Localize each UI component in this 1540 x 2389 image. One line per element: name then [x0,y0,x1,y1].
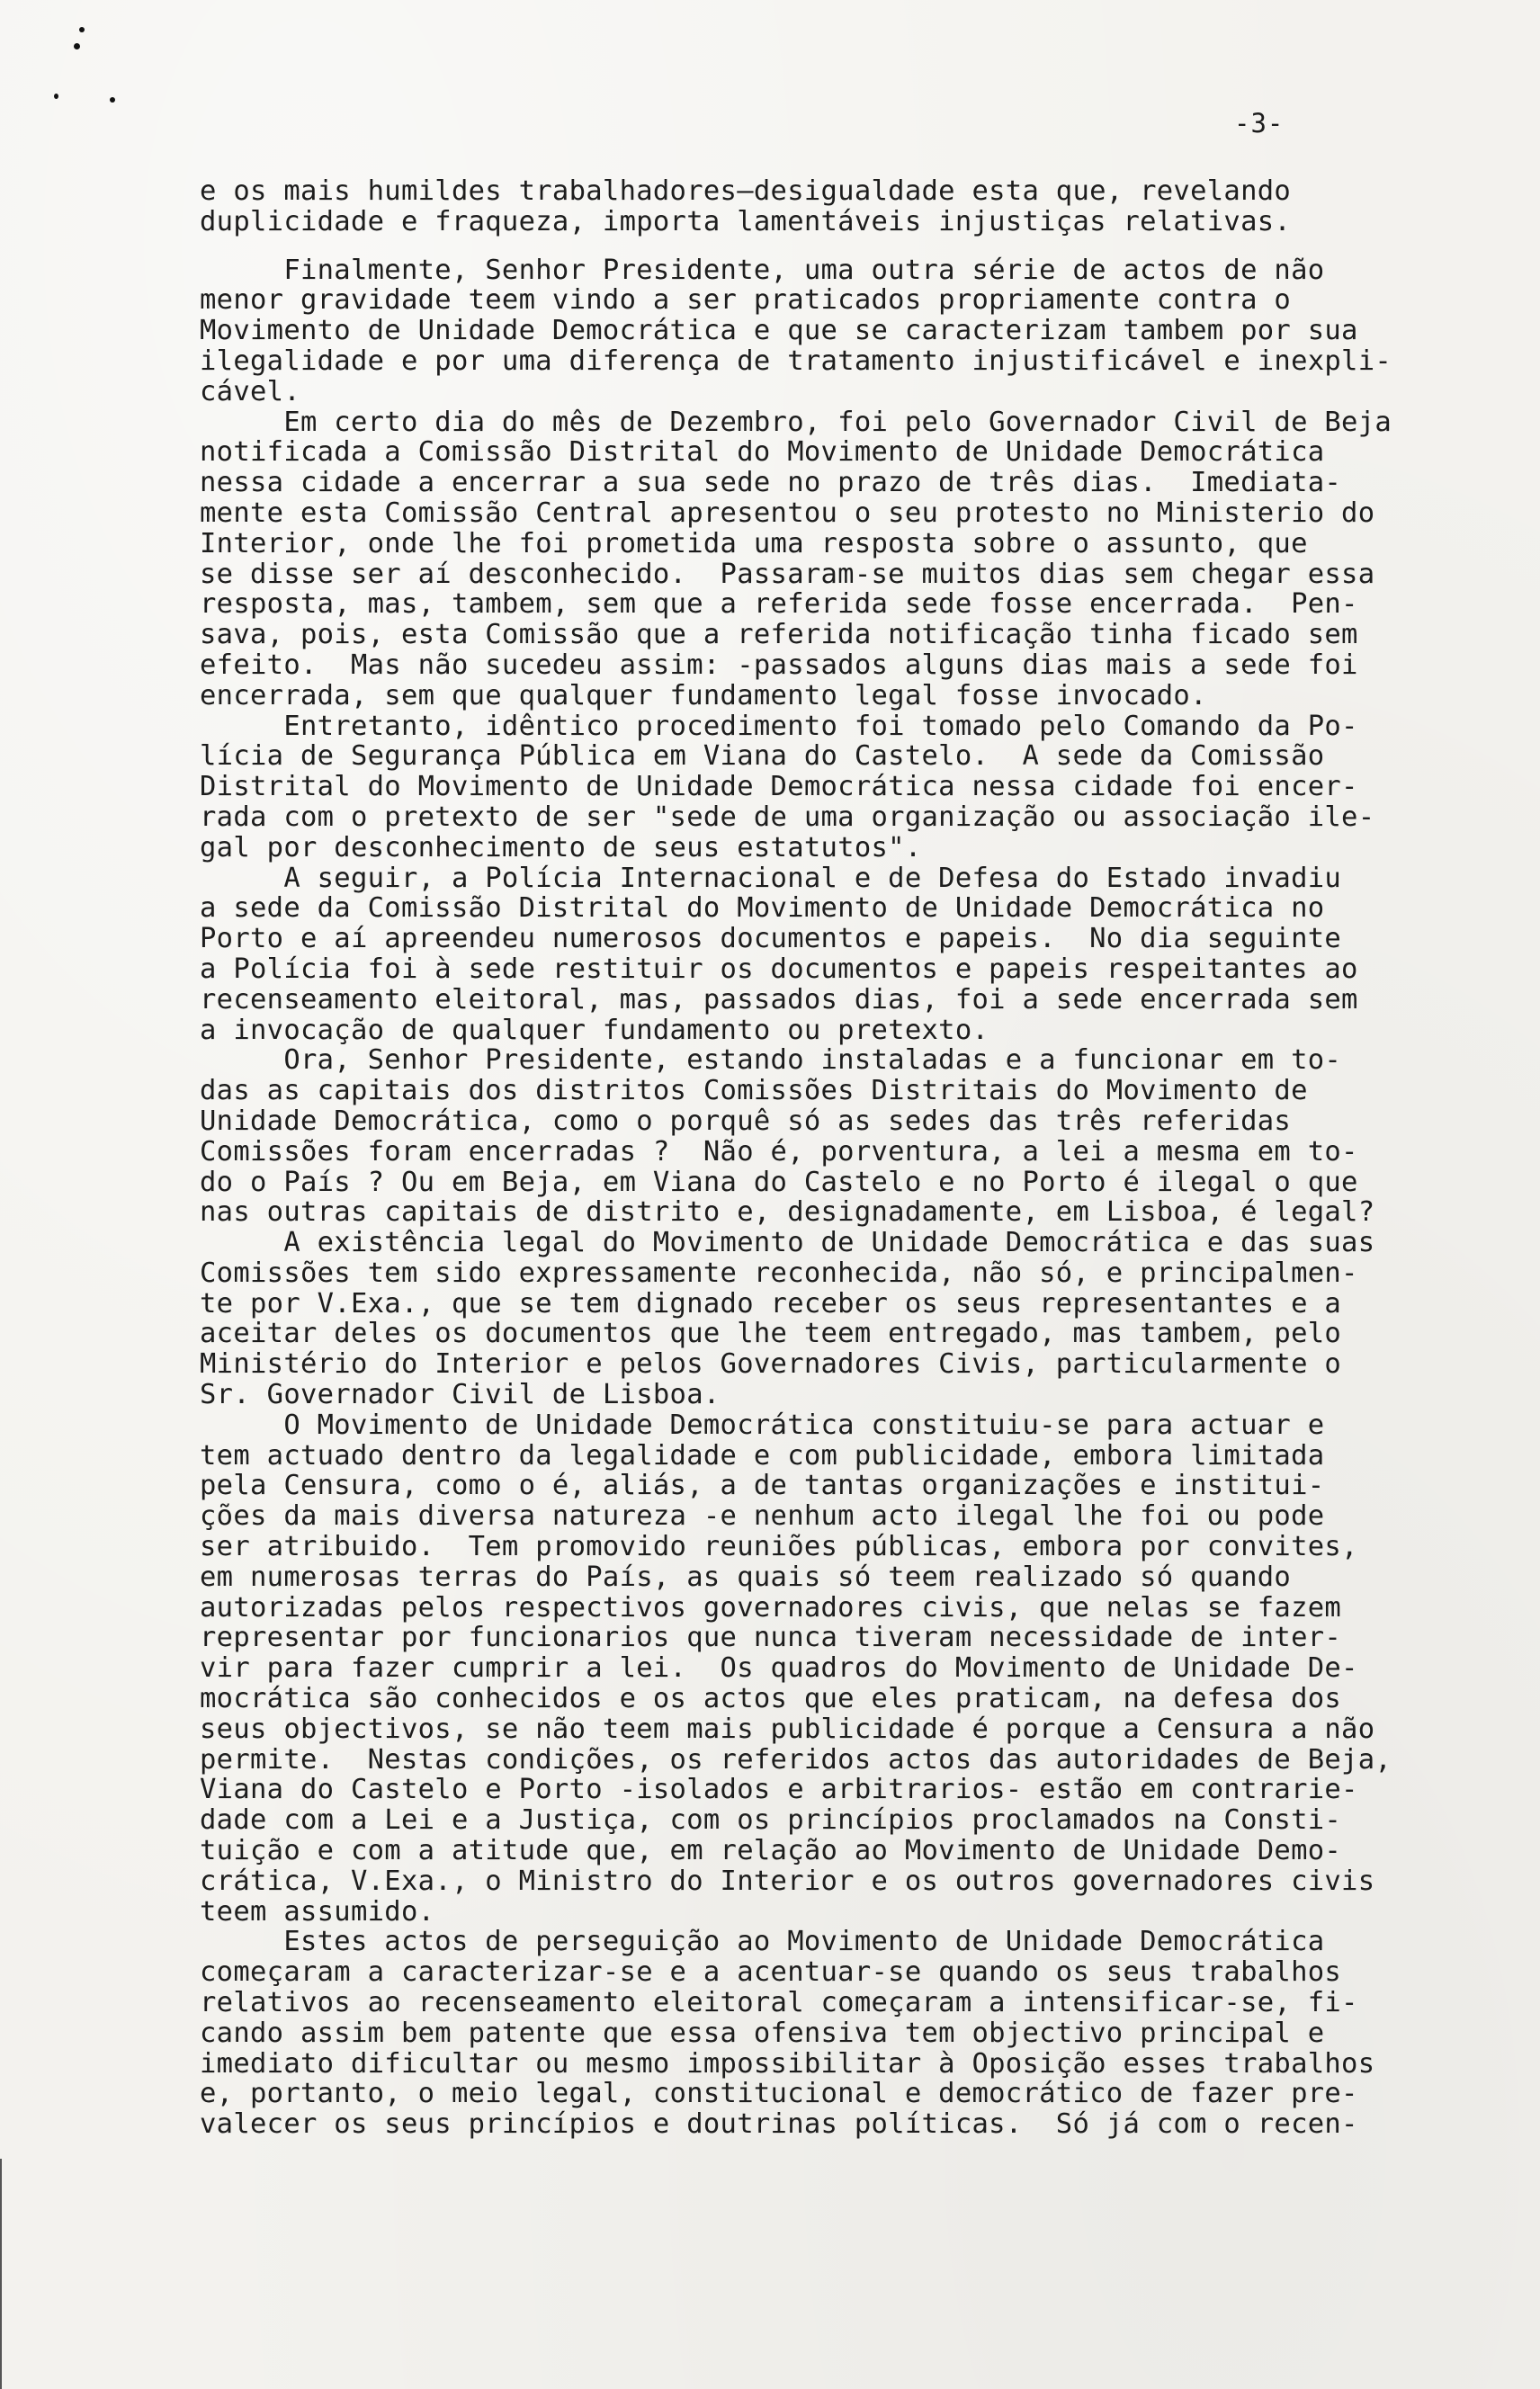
text-line: Finalmente, Senhor Presidente, uma outra série de actos de não [200,254,1325,286]
text-line: resposta, mas, tambem, sem que a referida sede fosse encerrada. Pen- [200,588,1358,621]
text-line: a Polícia foi à sede restituir os documentos e papeis respeitantes ao [200,953,1358,985]
paragraph [200,176,1477,237]
text-line: Comissões foram encerradas ? Não é, porventura, a lei a mesma em to- [200,1135,1358,1168]
paragraph-gap [200,237,1477,255]
text-line: encerrada, sem que qualquer fundamento legal fosse invocado. [200,679,1207,711]
ink-speck [74,43,80,49]
text-line: te por V.Exa., que se tem dignado receber os seus representantes e a [200,1287,1342,1320]
text-line: a invocação de qualquer fundamento ou pretexto. [200,1014,989,1046]
text-line: pela Censura, como o é, aliás, a de tantas organizações e institui- [200,1470,1325,1502]
text-line: Interior, onde lhe foi prometida uma resposta sobre o assunto, que [200,527,1308,559]
text-line: imediato dificultar ou mesmo impossibilitar à Oposição esses trabalhos [200,2047,1375,2080]
text-line: e os mais humildes trabalhadores—desigualdade esta que, revelando [200,175,1292,207]
text-line: mente esta Comissão Central apresentou o seu protesto no Ministerio do [200,497,1375,529]
text-line: seus objectivos, se não teem mais publicidade é porque a Censura a não [200,1713,1375,1745]
text-line: ilegalidade e por uma diferença de tratamento injustificável e inexpli- [200,344,1392,377]
paragraph [200,711,1477,863]
text-line: nessa cidade a encerrar a sua sede no prazo de três dias. Imediata- [200,467,1342,499]
text-line: menor gravidade teem vindo a ser praticados propriamente contra o [200,284,1292,317]
paragraph [200,1228,1477,1410]
text-line: tem actuado dentro da legalidade e com publicidade, embora limitada [200,1439,1325,1472]
text-line: efeito. Mas não sucedeu assim: -passados alguns dias mais a sede foi [200,649,1358,681]
text-line: Viana do Castelo e Porto -isolados e arbitrarios- estão em contrarie- [200,1774,1358,1806]
text-line: sava, pois, esta Comissão que a referida notificação tinha ficado sem [200,619,1358,651]
text-line: das as capitais dos distritos Comissões Distritais do Movimento de [200,1075,1308,1107]
text-line: rada com o pretexto de ser "sede de uma organização ou associação ile- [200,801,1375,833]
text-line: duplicidade e fraqueza, importa lamentáveis injustiças relativas. [200,205,1292,237]
text-line: cável. [200,375,300,407]
text-line: Sr. Governador Civil de Lisboa. [200,1379,721,1411]
text-line: ções da mais diversa natureza -e nenhum acto ilegal lhe foi ou pode [200,1500,1325,1533]
text-line: Ora, Senhor Presidente, estando instaladas e a funcionar em to- [200,1044,1342,1077]
paragraph [200,255,1477,407]
text-line: dade com a Lei e a Justiça, com os princípios proclamados na Consti- [200,1804,1342,1837]
text-line: do o País ? Ou em Beja, em Viana do Castelo e no Porto é ilegal o que [200,1166,1358,1198]
paragraph [200,863,1477,1046]
text-line: se disse ser aí desconhecido. Passaram-se muitos dias sem chegar essa [200,558,1375,590]
text-line: crática, V.Exa., o Ministro do Interior e os outros governadores civis [200,1865,1375,1897]
ink-speck [54,94,58,99]
text-line: em numerosas terras do País, as quais só teem realizado só quando [200,1561,1292,1593]
text-line: Estes actos de perseguição ao Movimento de Unidade Democrática [200,1926,1325,1958]
text-line: relativos ao recenseamento eleitoral começaram a intensificar-se, fi- [200,1987,1358,2019]
text-line: Comissões tem sido expressamente reconhecida, não só, e principalmen- [200,1257,1358,1289]
text-line: recenseamento eleitoral, mas, passados dias, foi a sede encerrada sem [200,983,1358,1016]
text-line: Distrital do Movimento de Unidade Democrática nessa cidade foi encer- [200,771,1358,803]
text-line: cando assim bem patente que essa ofensiva tem objectivo principal e [200,2017,1325,2049]
letter-body [200,176,1477,2140]
text-line: nas outras capitais de distrito e, designadamente, em Lisboa, é legal? [200,1196,1375,1229]
text-line: permite. Nestas condições, os referidos actos das autoridades de Beja, [200,1743,1392,1776]
text-line: valecer os seus princípios e doutrinas políticas. Só já com o recen- [200,2108,1358,2141]
ink-speck [79,27,85,32]
text-line: notificada a Comissão Distrital do Movimento de Unidade Democrática [200,436,1325,469]
text-line: começaram a caracterizar-se e a acentuar-se quando os seus trabalhos [200,1956,1342,1989]
text-line: teem assumido. [200,1895,435,1928]
scan-edge-line [0,2159,2,2389]
text-line: A existência legal do Movimento de Unidade Democrática e das suas [200,1227,1375,1259]
page-number: -3- [1234,108,1285,139]
text-line: Porto e aí apreendeu numerosos documentos e papeis. No dia seguinte [200,923,1342,955]
text-line: Ministério do Interior e pelos Governadores Civis, particularmente o [200,1348,1342,1381]
text-line: e, portanto, o meio legal, constitucional e democrático de fazer pre- [200,2078,1358,2110]
paragraph [200,1927,1477,2140]
text-line: O Movimento de Unidade Democrática constituiu-se para actuar e [200,1409,1325,1441]
text-line: vir para fazer cumprir a lei. Os quadros do Movimento de Unidade De- [200,1652,1358,1685]
paragraph [200,1045,1477,1228]
text-line: a sede da Comissão Distrital do Movimento de Unidade Democrática no [200,892,1325,925]
text-line: autorizadas pelos respectivos governadores civis, que nelas se fazem [200,1591,1342,1624]
text-line: ser atribuido. Tem promovido reuniões públicas, embora por convites, [200,1531,1358,1563]
text-line: Entretanto, idêntico procedimento foi tomado pelo Comando da Po- [200,710,1358,742]
paragraph [200,1410,1477,1928]
text-line: aceitar deles os documentos que lhe teem entregado, mas tambem, pelo [200,1318,1342,1350]
text-line: lícia de Segurança Pública em Viana do Castelo. A sede da Comissão [200,740,1325,773]
text-line: tuição e com a atitude que, em relação ao Movimento de Unidade Demo- [200,1835,1342,1867]
text-line: representar por funcionarios que nunca tiveram necessidade de inter- [200,1622,1342,1654]
text-line: mocrática são conhecidos e os actos que eles praticam, na defesa dos [200,1683,1342,1715]
ink-speck [110,97,115,103]
text-line: A seguir, a Polícia Internacional e de Defesa do Estado invadiu [200,862,1342,894]
text-line: gal por desconhecimento de seus estatutos". [200,831,922,863]
text-line: Em certo dia do mês de Dezembro, foi pelo Governador Civil de Beja [200,406,1392,438]
text-line: Unidade Democrática, como o porquê só as sedes das três referidas [200,1105,1292,1137]
text-line: Movimento de Unidade Democrática e que se caracterizam tambem por sua [200,315,1358,347]
paragraph [200,407,1477,711]
